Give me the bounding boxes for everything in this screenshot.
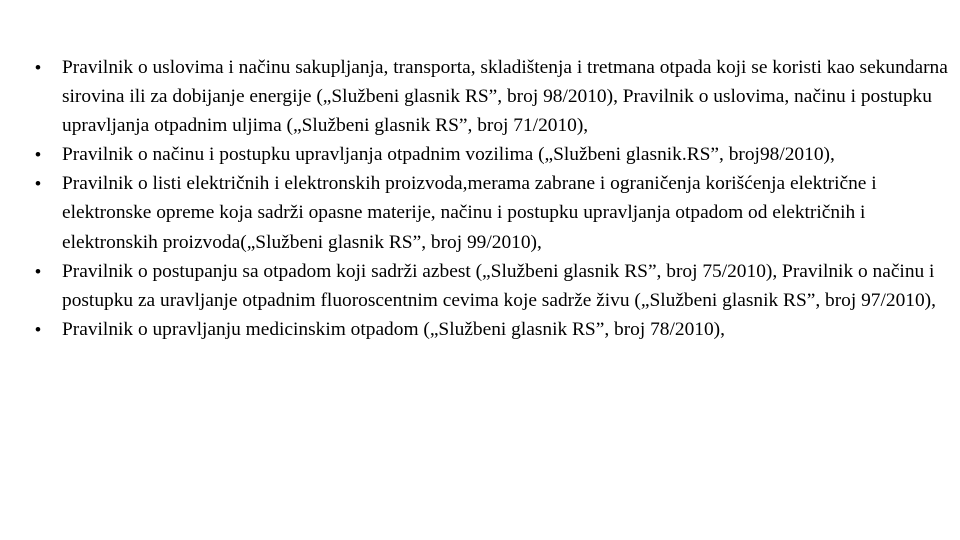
- list-item: [30, 257, 952, 315]
- bullet-icon: •: [35, 261, 41, 281]
- bullet-icon: •: [35, 174, 41, 194]
- list-item: [30, 315, 952, 344]
- regulation-list: [30, 53, 952, 344]
- bullet-icon: •: [35, 145, 41, 165]
- bullet-icon: •: [35, 319, 41, 339]
- list-item-text: Pravilnik o postupanju sa otpadom koji sadrži azbest („Službeni glasnik RS”, broj 75/2010), Pravilnik o načinu i postupku za uravljanje otpadnim fluoroscentnim cevima koje sadrže živu („Službeni glasnik RS”, broj 97/2010),: [62, 260, 936, 311]
- list-item: [30, 140, 952, 169]
- list-item-text: Pravilnik o uslovima i načinu sakupljanja, transporta, skladištenja i tretmana otpada koji se koristi kao sekundarna sirovina ili za dobijanje energije („Službeni glasnik RS”, broj 98/2010), Pravilnik o uslovima, načinu i postupku upravljanja otpadnim uljima („Službeni glasnik RS”, broj 71/2010),: [62, 57, 948, 137]
- list-item: [30, 169, 952, 256]
- list-item-text: Pravilnik o načinu i postupku upravljanja otpadnim vozilima („Službeni glasnik.RS”, broj98/2010),: [62, 144, 835, 166]
- list-item-text: Pravilnik o upravljanju medicinskim otpadom („Službeni glasnik RS”, broj 78/2010),: [62, 318, 725, 340]
- bullet-icon: •: [35, 58, 41, 77]
- list-item: [30, 53, 952, 140]
- list-item-text: Pravilnik o listi električnih i elektronskih proizvoda,merama zabrane i ograničenja korišćenja električne i elektronske opreme koja sadrži opasne materije, načinu i postupku upravljanja otpadom od električnih i elektronskih proizvoda(„Službeni glasnik RS”, broj 99/2010),: [62, 173, 877, 253]
